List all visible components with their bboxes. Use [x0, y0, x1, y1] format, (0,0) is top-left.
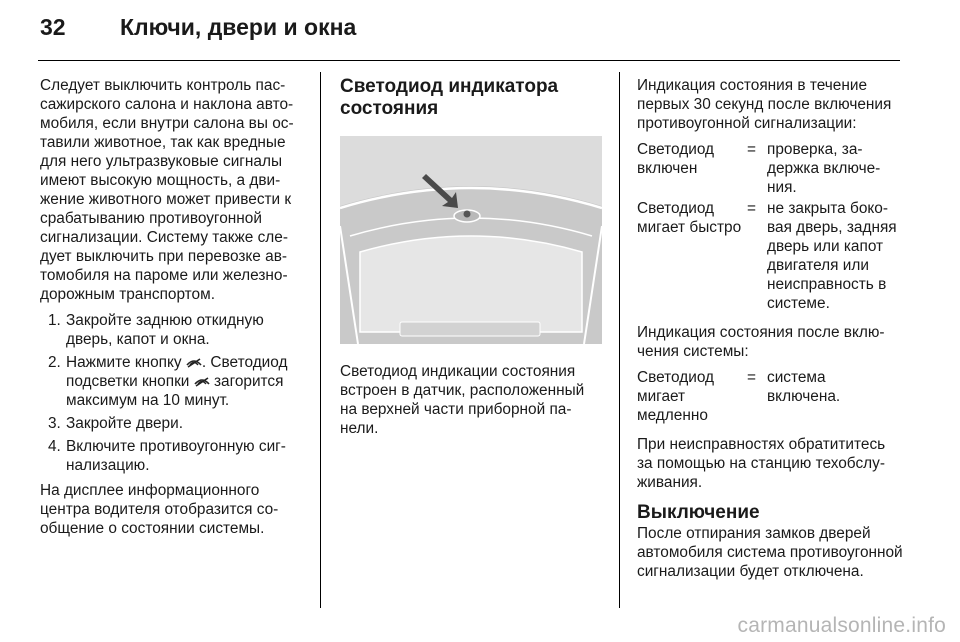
page-title: Ключи, двери и окна	[120, 14, 357, 40]
interior-monitoring-button-icon	[194, 375, 210, 387]
status-table-active	[637, 368, 903, 425]
interior-monitoring-button-icon	[186, 356, 202, 368]
column-1	[40, 76, 312, 545]
step-item: 3. Закройте двери.	[48, 415, 183, 432]
status-led	[464, 211, 471, 218]
column-divider-1	[320, 72, 321, 608]
watermark: carmanualsonline.info	[737, 614, 946, 637]
status-row: Светодиод включен = проверка, задержка включения.	[637, 141, 881, 196]
step-item: 1. Закройте заднюю откидную дверь, капот и окна.	[48, 312, 264, 348]
figure-caption: Светодиод индикации состояния встроен в датчик, расположенный на верхней части приборной панели.	[340, 363, 585, 437]
column-divider-2	[619, 72, 620, 608]
fault-paragraph: При неисправностях обратититесь за помощью на станцию техобслуживания.	[637, 436, 886, 491]
deactivation-paragraph: После отпирания замков дверей автомобиля система противоугонной сигнализации будет отключена.	[637, 525, 903, 580]
windshield-led-drawing	[340, 136, 602, 344]
section-heading-led: Светодиод индикатора состояния	[340, 76, 559, 119]
steps-list	[40, 311, 312, 475]
status-row: Светодиод мигает медленно = система включена.	[637, 369, 841, 424]
status-row: Светодиод мигает быстро = не закрыта боковая дверь, задняя дверь или капот двигателя или неисправность в системе.	[637, 200, 897, 312]
status-intro: Индикация состояния в течение первых 30 секунд после включения противоугонной сигнализации:	[637, 77, 892, 132]
status-after-activation: Индикация состояния после включения системы:	[637, 324, 885, 360]
intro-paragraph: Следует выключить контроль пассажирского салона и наклона автомобиля, если внутри салона вы оставили животное, так как вредные для него ультразвуковые сигналы имеют высокую мощность, а движение животного может привести к срабатыванию противоугонной сигнализации. Систему также следует выключить при перевозке автомобиля на пароме или железнодорожным транспортом.	[40, 77, 294, 303]
header-rule	[38, 60, 900, 61]
step-item: 2. Нажмите кнопку . Светодиод подсветки кнопки загорится максимум на 10 минут.	[48, 354, 288, 409]
status-table-initial	[637, 140, 903, 313]
step-item: 4. Включите противоугонную сигнализацию.	[48, 438, 286, 474]
section-heading-deactivation: Выключение	[637, 502, 760, 523]
dashboard-sensor-illustration	[340, 136, 602, 344]
column-2	[340, 76, 602, 445]
outro-paragraph: На дисплее информационного центра водителя отобразится сообщение о состоянии системы.	[40, 482, 279, 537]
page-number: 32	[40, 14, 66, 40]
column-3	[637, 76, 903, 588]
